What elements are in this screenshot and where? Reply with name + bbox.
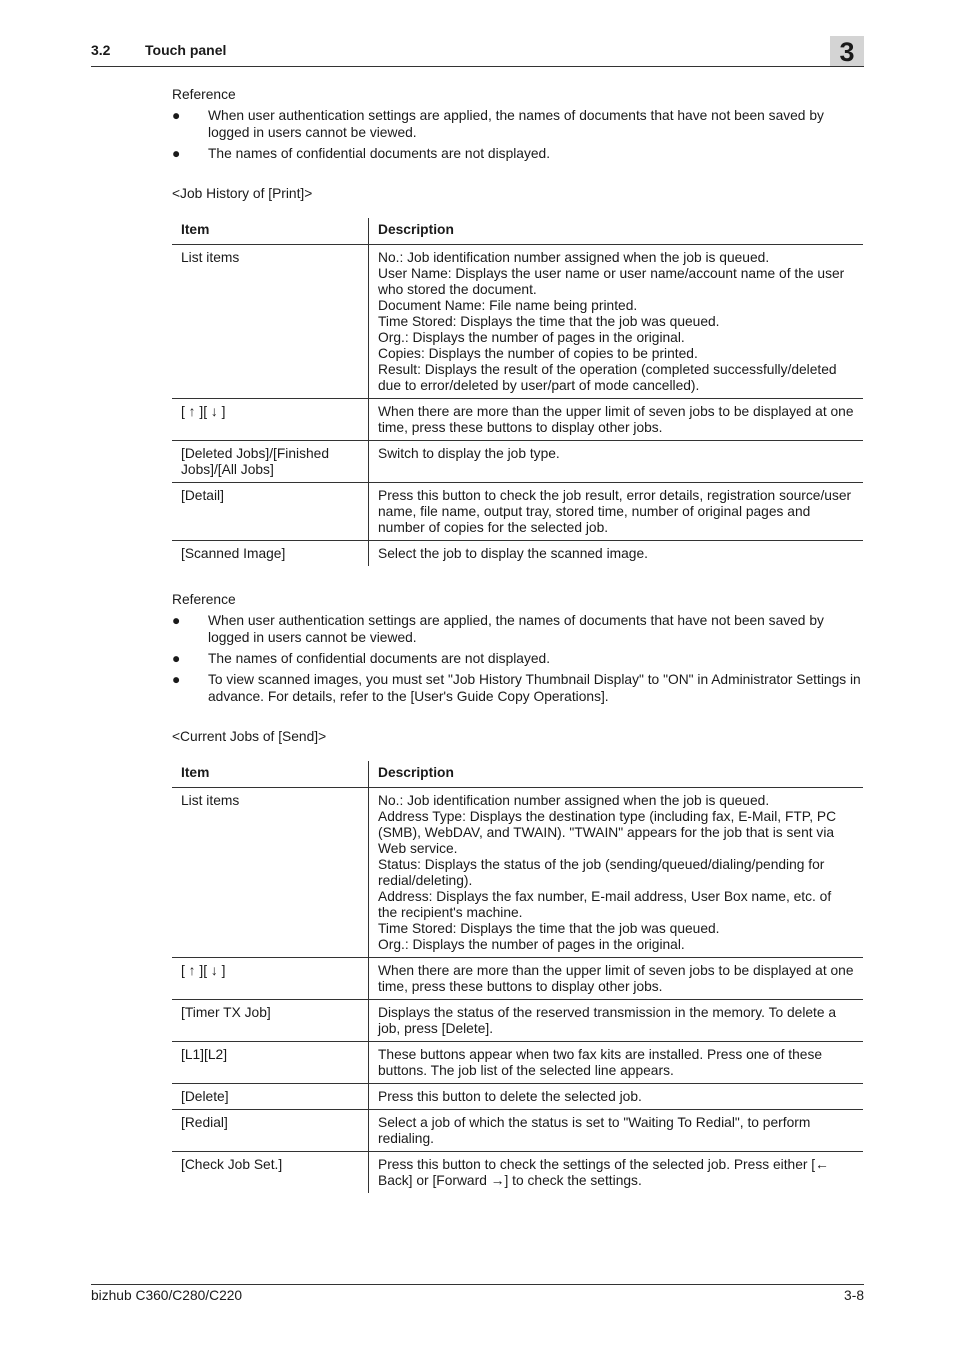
table-caption: <Job History of [Print]> [172,186,313,201]
description-line: Address Type: Displays the destination type (including fax, E-Mail, FTP, PC (SMB), WebDAV, and TWAIN). "TWAIN" appears for the job that is sent via Web service. [378,809,837,856]
description-line: Status: Displays the status of the job (sending/queued/dialing/pending for redial/deleting). [378,857,825,888]
table-row [172,788,863,958]
list-item: ● The names of confidential documents are not displayed. [172,651,551,666]
list-item: ● The names of confidential documents are not displayed. [172,146,551,161]
table-row [172,958,863,1000]
table-row [172,1110,863,1152]
list-item: ● When user authentication settings are applied, the names of documents that have not been saved by logged in users cannot be viewed. [172,613,824,645]
cell-description [369,1110,864,1152]
description-line: Time Stored: Displays the time that the job was queued. [378,921,720,936]
page-content [172,87,863,1193]
cell-item: List items [172,788,369,958]
cell-item: List items [172,245,369,399]
column-header-description: Description [369,218,864,245]
cell-item: [Redial] [172,1110,369,1152]
cell-description [369,541,864,567]
section-title: Touch panel [145,42,227,58]
column-header-item: Item [172,761,369,788]
description-line: Copies: Displays the number of copies to be printed. [378,346,698,361]
description-line: Press this button to check the settings of the selected job. Press either [← Back] or [Forward →] to check the settings. [378,1157,829,1188]
table-row [172,1152,863,1194]
table-header-row [172,218,863,245]
cell-item: [Scanned Image] [172,541,369,567]
description-line: No.: Job identification number assigned when the job is queued. [378,793,770,808]
table-row [172,1042,863,1084]
description-line: Document Name: File name being printed. [378,298,638,313]
reference-list [172,107,863,162]
reference-list [172,612,863,705]
description-line: Result: Displays the result of the operation (completed successfully/deleted due to error/deleted by user/part of mode cancelled). [378,362,837,393]
cell-item: [Delete] [172,1084,369,1110]
reference-label: Reference [172,87,236,102]
cell-description [369,958,864,1000]
cell-item: [L1][L2] [172,1042,369,1084]
description-line: Displays the status of the reserved transmission in the memory. To delete a job, press [Delete]. [378,1005,837,1036]
list-item: ● To view scanned images, you must set "Job History Thumbnail Display" to "ON" in Administrator Settings in advance. For details, refer to the [User's Guide Copy Operations]. [172,672,861,704]
description-line: Address: Displays the fax number, E-mail address, User Box name, etc. of the recipient's machine. [378,889,832,920]
description-line: Org.: Displays the number of pages in the original. [378,330,685,345]
cell-item: [ ↑ ][ ↓ ] [172,399,369,441]
current-send-jobs-table [172,761,863,1193]
table-row [172,483,863,541]
cell-description [369,788,864,958]
table-header-row [172,761,863,788]
cell-description [369,245,864,399]
table-caption: <Current Jobs of [Send]> [172,729,327,744]
product-name: bizhub C360/C280/C220 [91,1288,243,1303]
description-line: Time Stored: Displays the time that the job was queued. [378,314,720,329]
table-row [172,541,863,567]
description-line: Switch to display the job type. [378,446,560,461]
description-line: Select a job of which the status is set to "Waiting To Redial", to perform redialing. [378,1115,811,1146]
page-header [91,34,864,67]
cell-item: [Check Job Set.] [172,1152,369,1194]
table-row [172,1000,863,1042]
description-line: When there are more than the upper limit of seven jobs to be displayed at one time, press these buttons to display other jobs. [378,963,854,994]
description-line: No.: Job identification number assigned when the job is queued. [378,250,770,265]
table-row [172,399,863,441]
description-line: Press this button to check the job result, error details, registration source/user name, file name, output tray, stored time, number of original pages and number of copies for the selected job. [378,488,852,535]
table-body [172,788,863,1194]
cell-item: [ ↑ ][ ↓ ] [172,958,369,1000]
table-body [172,245,863,567]
bullet-icon: ● [172,108,181,123]
page-number: 3-8 [844,1288,864,1303]
section-number: 3.2 [91,42,111,58]
table-row [172,441,863,483]
description-line: These buttons appear when two fax kits are installed. Press one of these buttons. The job list of the selected line appears. [378,1047,823,1078]
description-line: Select the job to display the scanned image. [378,546,648,561]
table-row [172,245,863,399]
cell-description [369,483,864,541]
bullet-icon: ● [172,146,181,161]
cell-item: [Detail] [172,483,369,541]
cell-description [369,441,864,483]
list-item: ● When user authentication settings are applied, the names of documents that have not been saved by logged in users cannot be viewed. [172,108,824,140]
chapter-badge: 3 [830,36,864,66]
bullet-icon: ● [172,613,181,628]
cell-description [369,399,864,441]
cell-description [369,1152,864,1194]
column-header-item: Item [172,218,369,245]
job-history-table [172,218,863,566]
column-header-description: Description [369,761,864,788]
bullet-icon: ● [172,672,181,687]
reference-label: Reference [172,592,236,607]
cell-item: [Deleted Jobs]/[Finished Jobs]/[All Jobs] [172,441,369,483]
description-line: Press this button to delete the selected job. [378,1089,642,1104]
description-line: Org.: Displays the number of pages in the original. [378,937,685,952]
description-line: When there are more than the upper limit of seven jobs to be displayed at one time, press these buttons to display other jobs. [378,404,854,435]
cell-description [369,1042,864,1084]
page-footer [91,1284,864,1303]
cell-description [369,1000,864,1042]
bullet-icon: ● [172,651,181,666]
table-row [172,1084,863,1110]
cell-description [369,1084,864,1110]
description-line: User Name: Displays the user name or user name/account name of the user who stored the document. [378,266,845,297]
cell-item: [Timer TX Job] [172,1000,369,1042]
